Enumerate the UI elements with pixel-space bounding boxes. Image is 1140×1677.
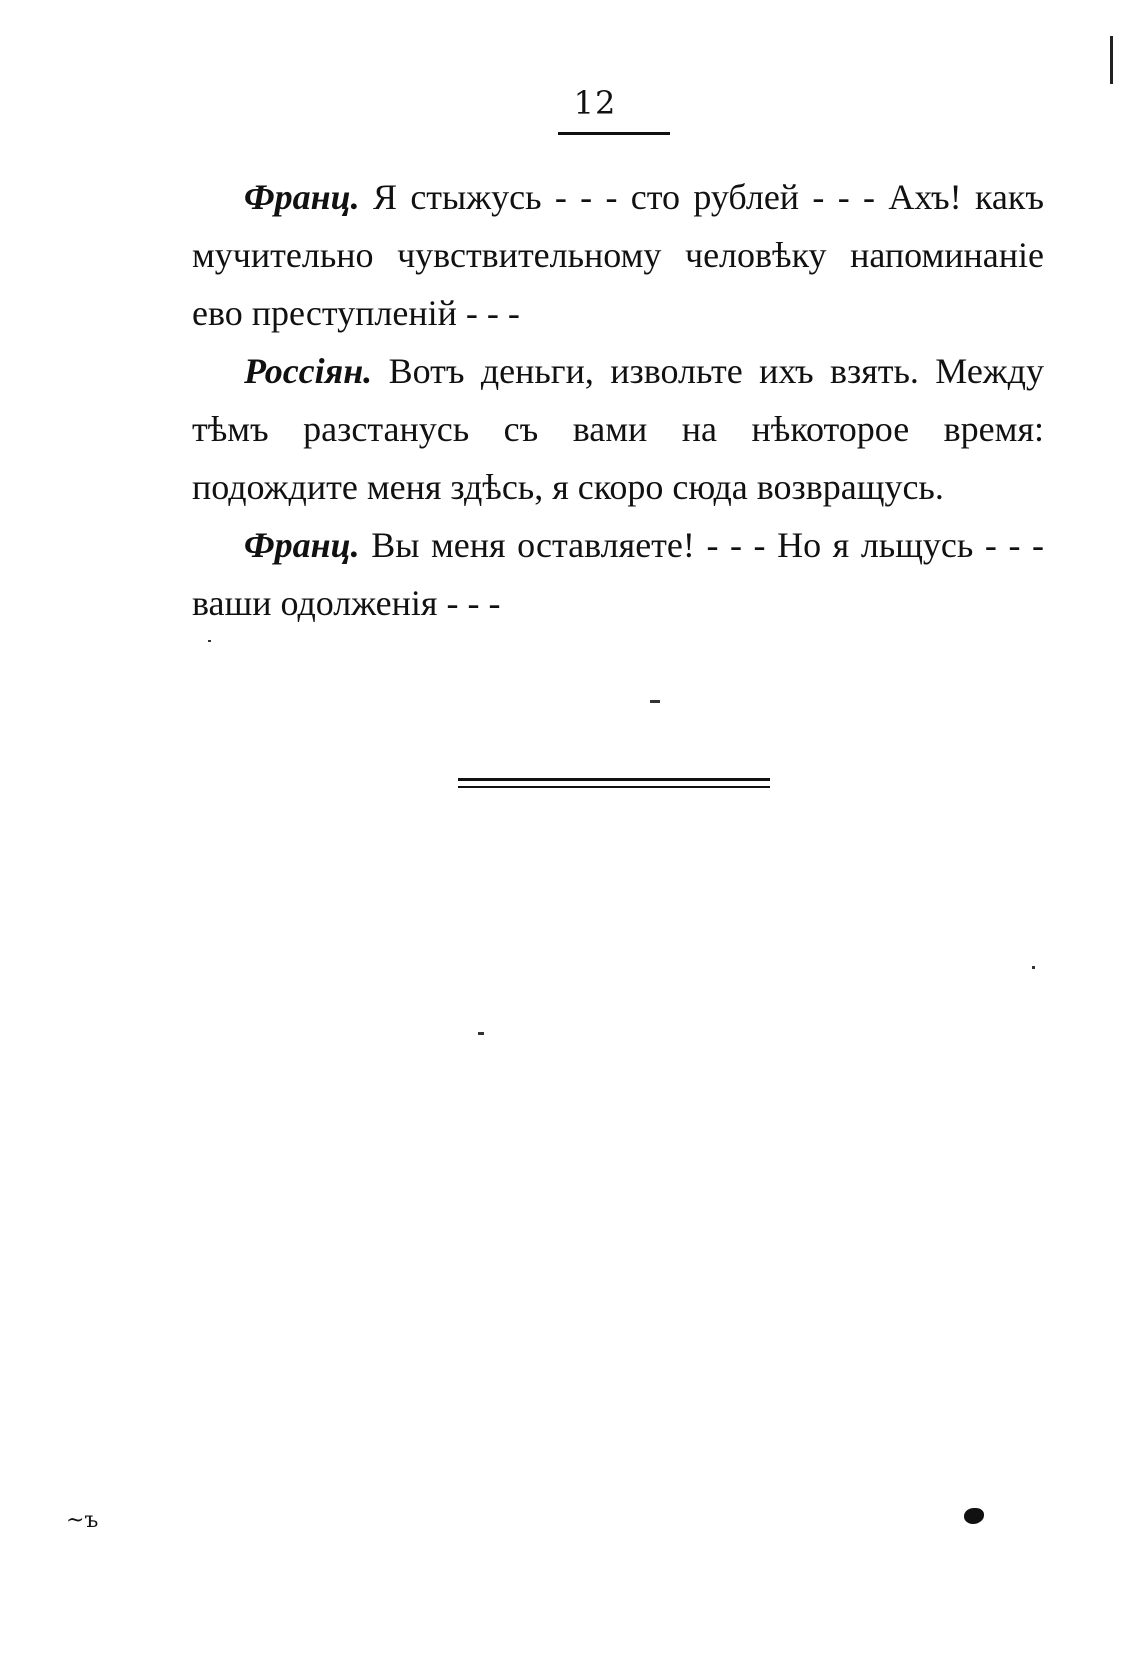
ink-blot-left: ~ъ	[66, 1508, 99, 1533]
section-end-double-rule	[458, 778, 770, 788]
page-number-rule	[558, 132, 670, 135]
dialogue-line-franz-1	[192, 168, 1044, 342]
ink-speck	[208, 640, 211, 642]
speech-text: Я стыжусь - - - сто рублей - - - Ахъ! какъ мучительно чувствительному человѣку напоминаніе ево преступленій - - -	[192, 177, 1044, 333]
speaker-name: Россіян.	[244, 351, 373, 391]
page-number: 12	[573, 84, 617, 122]
ink-speck	[650, 700, 660, 703]
speaker-name: Франц.	[244, 177, 360, 217]
ink-speck	[478, 1032, 484, 1035]
speech-text: Вы меня оставляете! - - - Но я льщусь - - - ваши одолженія - - -	[192, 525, 1044, 623]
ink-blot-right	[964, 1508, 984, 1524]
dialogue-line-rossiyan	[192, 342, 1044, 516]
speaker-name: Франц.	[244, 525, 360, 565]
rule-line-upper	[458, 778, 770, 781]
dialogue-line-franz-2	[192, 516, 1044, 632]
dialogue-text	[192, 168, 1044, 632]
ink-speck	[1032, 966, 1035, 969]
page-edge-mark	[1110, 36, 1113, 84]
rule-line-lower	[458, 786, 770, 788]
speech-text: Вотъ деньги, извольте ихъ взять. Между тѣмъ разстанусь съ вами на нѣкоторое время: подождите меня здѣсь, я скоро сюда возвращусь.	[192, 351, 1044, 507]
